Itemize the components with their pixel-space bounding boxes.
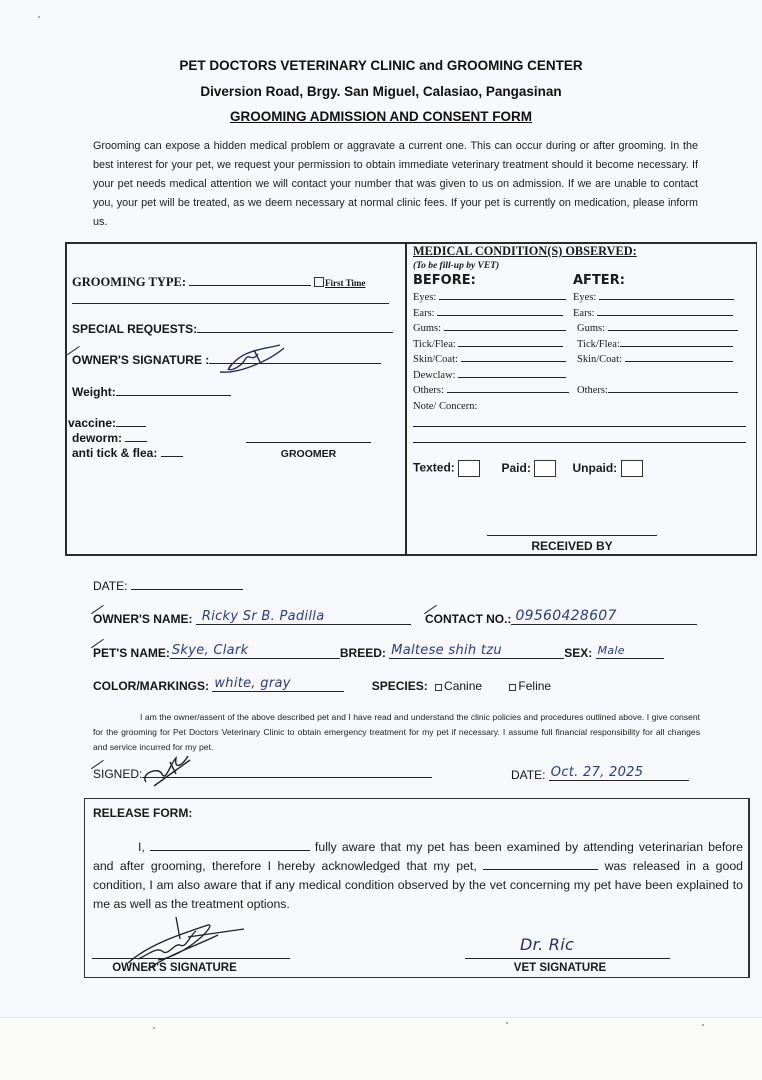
vet-signature-label: VET SIGNATURE [513,962,607,974]
color-label: COLOR/MARKINGS: [93,679,209,693]
after-eyes-row: Eyes: [573,292,734,303]
note-line-1[interactable] [413,426,746,427]
scan-speck [702,1024,704,1026]
deworm-row [72,431,147,445]
before-tickflea-field[interactable] [458,346,563,347]
box-divider [405,242,407,556]
scan-speck [38,16,40,18]
after-skincoat-field[interactable] [625,361,733,362]
release-form-paragraph: I, fully aware that my pet has been examined by attending veterinarian before and after grooming, therefore I hereby acknowledged that my pet, was released in a good condition, I am also aware that if any medical condition observed by the vet concerning my pet have been explained to me as well as the treatment options. [93,840,744,911]
unpaid-label: Unpaid: [572,460,618,475]
groomer-label: GROOMER [280,448,337,460]
owner-signature-scribble [210,340,290,380]
unpaid-checkbox[interactable] [621,460,643,477]
signed-label: SIGNED: [93,767,143,781]
signed-date-label: DATE: [511,768,546,782]
paid-checkbox[interactable] [534,460,556,477]
scan-speck [153,1027,155,1029]
deworm-field[interactable] [125,441,147,442]
clinic-address: Diversion Road, Brgy. San Miguel, Calasiao, Pangasinan [200,84,562,99]
after-gums-field[interactable] [608,330,738,331]
owner-name-field[interactable]: Ricky Sr B. Padilla [196,611,411,625]
scan-speck [506,1022,508,1024]
sex-field[interactable]: Male [596,645,664,659]
grooming-type-row [72,275,311,290]
vet-signature-line[interactable] [465,958,670,959]
contact-label: CONTACT NO.: [425,612,512,626]
species-label: SPECIES: [371,679,428,693]
color-row [93,678,551,693]
before-eyes-row: Eyes: [413,292,566,303]
consent-paragraph: I am the owner/assent of the above described pet and I have read and understand the clinic policies and procedures outlined above. I give consent for the grooming for Pet Doctors Veterinary Clinic to obtain emergency treatment for my pet if necessary. I assume full financial responsibility for all changes and service incurred for my pet. [93,712,700,752]
special-requests-field[interactable] [197,332,393,333]
after-others-field[interactable] [608,392,738,393]
after-skincoat-row: Skin/Coat: [577,354,733,365]
before-dewclaw-field[interactable] [458,377,566,378]
owner-name-row [93,611,411,626]
groomer-signature-line[interactable] [246,442,371,443]
species-canine-option[interactable]: Canine [435,679,482,693]
intro-paragraph: Grooming can expose a hidden medical problem or aggravate a current one. This can occur during or after grooming. In the best interest for your pet, we request your permission to obtain immediate veterinary treatment should it become necessary. If your pet needs medical attention we will contact your number that was given to us on admission. If we are unable to contact you, your pet will be treated, as we deem necessary at normal clinic fees. If your pet is currently on medication, please inform us. [93,140,698,228]
sex-label: SEX: [564,646,593,660]
before-gums-field[interactable] [444,330,566,331]
deworm-label: deworm: [72,431,123,445]
vaccine-row [68,416,146,430]
color-field[interactable]: white, gray [212,678,344,692]
date-field[interactable] [131,589,243,590]
medical-subtitle: (To be fill-up by VET) [413,261,500,271]
received-by-line[interactable] [487,535,657,536]
before-ears-field[interactable] [437,315,563,316]
grooming-type-field[interactable] [189,285,311,286]
owner-signature-label: OWNER'S SIGNATURE : [72,353,210,367]
first-time-label: First Time [325,278,366,288]
after-gums-row: Gums: [577,323,738,334]
after-eyes-field[interactable] [599,299,734,300]
before-tickflea-row: Tick/Flea: [413,339,563,350]
pet-name-field[interactable]: Skye, Clark [170,645,340,659]
before-others-field[interactable] [447,392,569,393]
weight-row [72,385,231,399]
consent-signature-scribble [140,752,200,790]
anti-tick-row [72,446,183,460]
received-by-label: RECEIVED BY [531,539,613,553]
payment-status-row [413,460,643,477]
anti-tick-label: anti tick & flea: [72,446,158,460]
feline-checkbox[interactable] [509,684,516,691]
contact-row [425,608,697,626]
note-line-2[interactable] [413,442,746,443]
owner-name-label: OWNER'S NAME: [93,612,193,626]
after-ears-row: Ears: [573,308,733,319]
after-heading: AFTER: [573,273,625,288]
after-ears-field[interactable] [597,315,733,316]
release-pet-name-field[interactable] [483,869,598,870]
clinic-name: PET DOCTORS VETERINARY CLINIC and GROOMING CENTER [179,58,583,73]
species-feline-option[interactable]: Feline [509,679,551,693]
before-dewclaw-row: Dewclaw: [413,370,566,381]
after-tickflea-field[interactable] [620,346,733,347]
date-row [93,579,243,593]
pet-name-row [93,645,664,660]
weight-label: Weight: [72,385,116,399]
canine-checkbox[interactable] [435,684,442,691]
before-skincoat-row: Skin/Coat: [413,354,566,365]
release-owner-signature-label: OWNER'S SIGNATURE [112,962,237,974]
form-title: GROOMING ADMISSION AND CONSENT FORM [230,109,532,124]
first-time-option[interactable] [314,277,365,288]
first-time-checkbox[interactable] [314,277,324,287]
pet-name-label: PET'S NAME: [93,646,170,660]
paid-label: Paid: [501,460,531,475]
vaccine-field[interactable] [116,426,146,427]
date-label: DATE: [93,579,128,593]
signed-date-row [511,767,689,782]
after-tickflea-row: Tick/Flea: [577,339,733,350]
special-requests-label: SPECIAL REQUESTS: [72,322,198,336]
signed-date-field[interactable]: Oct. 27, 2025 [549,767,689,781]
before-ears-row: Ears: [413,308,563,319]
note-concern-label: Note/ Concern: [413,401,478,412]
before-others-row: Others: [413,385,569,396]
release-owner-name-field[interactable] [150,850,310,851]
before-eyes-field[interactable] [439,299,566,300]
before-skincoat-field[interactable] [461,361,566,362]
weight-field[interactable] [116,395,231,396]
medical-title: MEDICAL CONDITION(S) OBSERVED: [413,244,637,258]
before-heading: BEFORE: [413,273,476,288]
scanner-bed-area [0,1017,762,1080]
texted-label: Texted: [413,460,455,475]
vet-signature-value: Dr. Ric [520,935,575,954]
contact-field[interactable]: 09560428607 [511,611,697,625]
after-others-row: Others: [577,385,738,396]
grooming-type-label: GROOMING TYPE: [72,275,187,289]
breed-field[interactable]: Maltese shih tzu [389,645,564,659]
vaccine-label: vaccine: [68,416,117,430]
breed-label: BREED: [339,646,386,660]
anti-tick-field[interactable] [161,456,183,457]
grooming-type-extra-line [72,303,389,304]
texted-checkbox[interactable] [458,460,480,477]
special-requests-row [72,322,393,336]
release-form-title: RELEASE FORM: [93,806,193,820]
before-gums-row: Gums: [413,323,566,334]
